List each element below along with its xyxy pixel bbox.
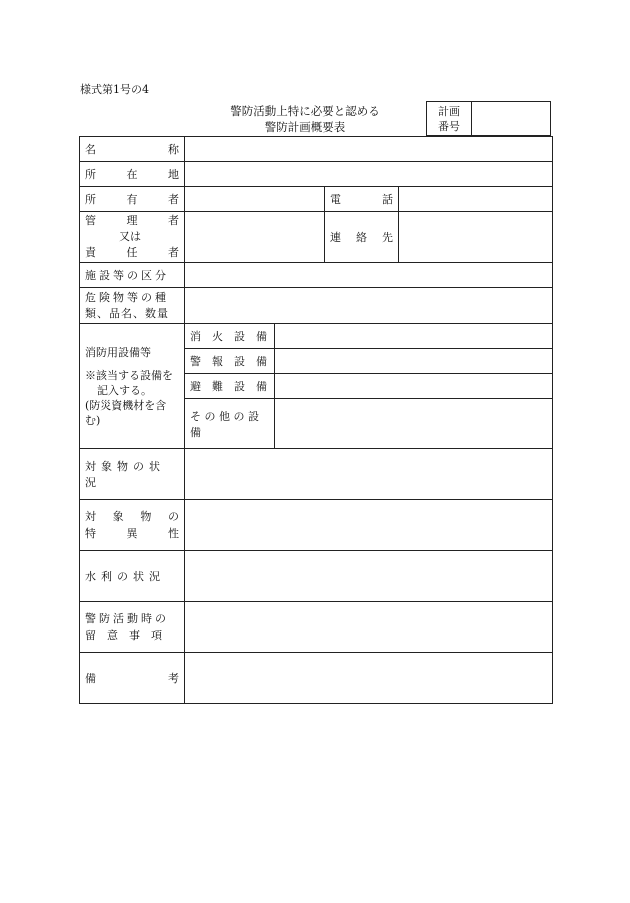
label-remarks-c2: 考: [168, 672, 179, 685]
water-field[interactable]: [185, 551, 553, 602]
equipment-alarm-label: 警 報 設 備: [185, 349, 275, 374]
manager-field[interactable]: [185, 212, 325, 263]
label-hazmat: [80, 288, 185, 324]
facility-class-field[interactable]: [185, 263, 553, 288]
row-remarks: [80, 653, 553, 704]
row-status: [80, 449, 553, 500]
label-equipment-note2: 記入する。: [97, 383, 152, 397]
label-contact: [325, 212, 399, 263]
status-field[interactable]: [185, 449, 553, 500]
label-char-2b: 異: [126, 527, 138, 540]
row-owner: [80, 187, 553, 212]
label-contact-c1: 連: [330, 231, 341, 244]
label-char-1c: 物: [140, 510, 152, 523]
label-name-c1: 名: [85, 143, 96, 156]
row-manager: [80, 212, 553, 263]
label-phone-c1: 電: [330, 193, 341, 206]
label-name: [80, 137, 185, 162]
label-equipment-note1: ※該当する設備を: [85, 368, 173, 382]
label-status-text: 対象物の状況: [85, 460, 165, 489]
label-characteristics: [80, 500, 185, 551]
equipment-evacuation-field[interactable]: [275, 374, 553, 399]
form-number: 様式第1号の4: [80, 83, 149, 96]
label-hazmat-2: 類、品名、数量: [85, 306, 169, 320]
label-notes-1: 警防活動時の: [85, 612, 169, 625]
name-field[interactable]: [185, 137, 553, 162]
equipment-other-field[interactable]: [275, 399, 553, 449]
label-manager-1b: 理: [126, 214, 138, 227]
label-facility-class-text: 施設等の区分: [85, 269, 169, 282]
label-phone: [325, 187, 399, 212]
label-owner-c3: 者: [168, 193, 179, 206]
label-hazmat-1: 危険物等の種: [85, 290, 169, 304]
label-notes-2: 留 意 事 項: [85, 629, 162, 642]
row-equipment-1: [80, 324, 553, 349]
label-manager-3c: 者: [168, 246, 179, 259]
label-char-1b: 象: [112, 510, 124, 523]
label-equipment: [80, 324, 185, 449]
equipment-fire-extinguishing-label: 消 火 設 備: [185, 324, 275, 349]
overview-table: [79, 136, 553, 704]
label-notes: [80, 602, 185, 653]
label-char-1a: 対: [85, 510, 96, 523]
label-status: [80, 449, 185, 500]
label-location-c1: 所: [85, 168, 96, 181]
title-line-1: 警防活動上特に必要と認める: [230, 103, 380, 118]
characteristics-field[interactable]: [185, 500, 553, 551]
plan-number-field[interactable]: [472, 102, 550, 135]
label-char-1d: の: [167, 510, 179, 523]
label-char-2c: 性: [168, 527, 179, 540]
label-manager-3a: 責: [85, 246, 96, 259]
label-contact-c3: 先: [382, 231, 393, 244]
label-location-c2: 在: [126, 168, 138, 181]
row-water: [80, 551, 553, 602]
row-notes: [80, 602, 553, 653]
label-contact-c2: 絡: [356, 231, 367, 244]
label-manager-1c: 者: [168, 214, 179, 227]
plan-number-label-2: 番号: [438, 119, 460, 133]
label-manager-1a: 管: [85, 214, 96, 227]
equipment-other-label: そ の 他 の 設 備: [185, 399, 275, 449]
label-location: [80, 162, 185, 187]
row-name: [80, 137, 553, 162]
label-remarks: [80, 653, 185, 704]
label-owner-c1: 所: [85, 193, 96, 206]
label-char-2a: 特: [85, 527, 96, 540]
label-remarks-c1: 備: [85, 672, 96, 685]
label-equipment-note3: (防災資機材を含: [85, 398, 167, 412]
label-name-c2: 称: [168, 143, 179, 156]
label-water-text: 水利の状況: [85, 570, 165, 583]
label-location-c3: 地: [168, 168, 179, 181]
label-phone-c2: 話: [382, 193, 393, 206]
row-hazmat: [80, 288, 553, 324]
label-facility-class: [80, 263, 185, 288]
label-equipment-title: 消防用設備等: [85, 345, 151, 359]
label-manager: [80, 212, 185, 263]
row-facility-class: [80, 263, 553, 288]
hazmat-field[interactable]: [185, 288, 553, 324]
notes-field[interactable]: [185, 602, 553, 653]
label-owner-c2: 有: [126, 193, 138, 206]
plan-number-label: [427, 102, 472, 135]
plan-number-label-1: 計画: [438, 104, 460, 118]
equipment-alarm-field[interactable]: [275, 349, 553, 374]
title-line-2: 警防計画概要表: [264, 119, 346, 134]
form-title: [184, 101, 426, 136]
equipment-evacuation-label: 避 難 設 備: [185, 374, 275, 399]
plan-number-box: [426, 101, 551, 136]
label-equipment-note4: む): [85, 413, 101, 427]
location-field[interactable]: [185, 162, 553, 187]
remarks-field[interactable]: [185, 653, 553, 704]
phone-field[interactable]: [399, 187, 553, 212]
row-location: [80, 162, 553, 187]
contact-field[interactable]: [399, 212, 553, 263]
equipment-fire-extinguishing-field[interactable]: [275, 324, 553, 349]
label-owner: [80, 187, 185, 212]
owner-field[interactable]: [185, 187, 325, 212]
label-water: [80, 551, 185, 602]
row-characteristics: [80, 500, 553, 551]
label-manager-3b: 任: [126, 246, 138, 259]
label-manager-or: 又は: [119, 230, 141, 243]
